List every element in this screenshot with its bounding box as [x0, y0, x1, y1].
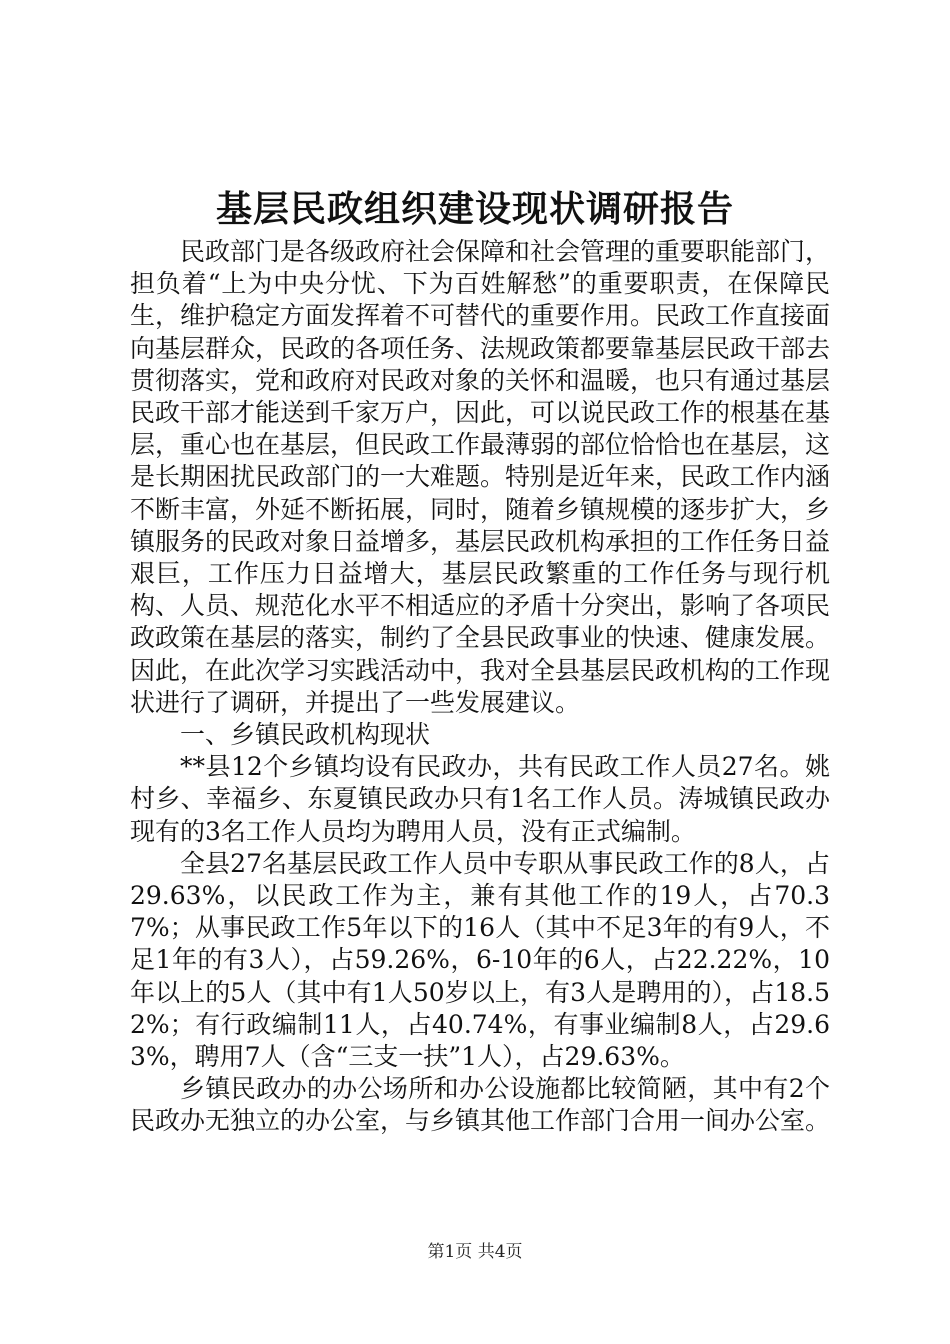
- page-footer: 第1页 共4页: [427, 1242, 523, 1262]
- body-paragraph: **县12个乡镇均设有民政办，共有民政工作人员27名。姚村乡、幸福乡、东夏镇民政办只有1名工作人员。涛城镇民政办现有的3名工作人员均为聘用人员，没有正式编制。: [130, 752, 831, 846]
- section-heading: 一、乡镇民政机构现状: [180, 720, 431, 750]
- document-body: [130, 236, 830, 1138]
- intro-paragraph: 民政部门是各级政府社会保障和社会管理的重要职能部门，担负着“上为中央分忧、下为百姓解愁”的重要职责，在保障民生，维护稳定方面发挥着不可替代的重要作用。民政工作直接面向基层群众，民政的各项任务、法规政策都要靠基层民政干部去贯彻落实，党和政府对民政对象的关怀和温暖，也只有通过基层民政干部才能送到千家万户，因此，可以说民政工作的根基在基层，重心也在基层，但民政工作最薄弱的部位恰恰也在基层，这是长期困扰民政部门的一大难题。特别是近年来，民政工作内涵不断丰富，外延不断拓展，同时，随着乡镇规模的逐步扩大，乡镇服务的民政对象日益增多，基层民政机构承担的工作任务日益艰巨，工作压力日益增大，基层民政繁重的工作任务与现行机构、人员、规范化水平不相适应的矛盾十分突出，影响了各项民政政策在基层的落实，制约了全县民政事业的快速、健康发展。因此，在此次学习实践活动中，我对全县基层民政机构的工作现状进行了调研，并提出了一些发展建议。: [130, 237, 831, 717]
- body-paragraph: 乡镇民政办的办公场所和办公设施都比较简陋，其中有2个民政办无独立的办公室，与乡镇其他工作部门合用一间办公室。: [130, 1074, 831, 1136]
- document-title: 基层民政组织建设现状调研报告: [215, 188, 734, 230]
- body-paragraph: 全县27名基层民政工作人员中专职从事民政工作的8人，占29.63%，以民政工作为主，兼有其他工作的19人，占70.37%；从事民政工作5年以下的16人（其中不足3年的有9人，不足1年的有3人），占59.26%，6-10年的6人，占22.22%，10年以上的5人（其中有1人50岁以上，有3人是聘用的），占18.52%；有行政编制11人，占40.74%，有事业编制8人，占29.63%，聘用7人（含“三支一扶”1人），占29.63%。: [130, 848, 830, 1072]
